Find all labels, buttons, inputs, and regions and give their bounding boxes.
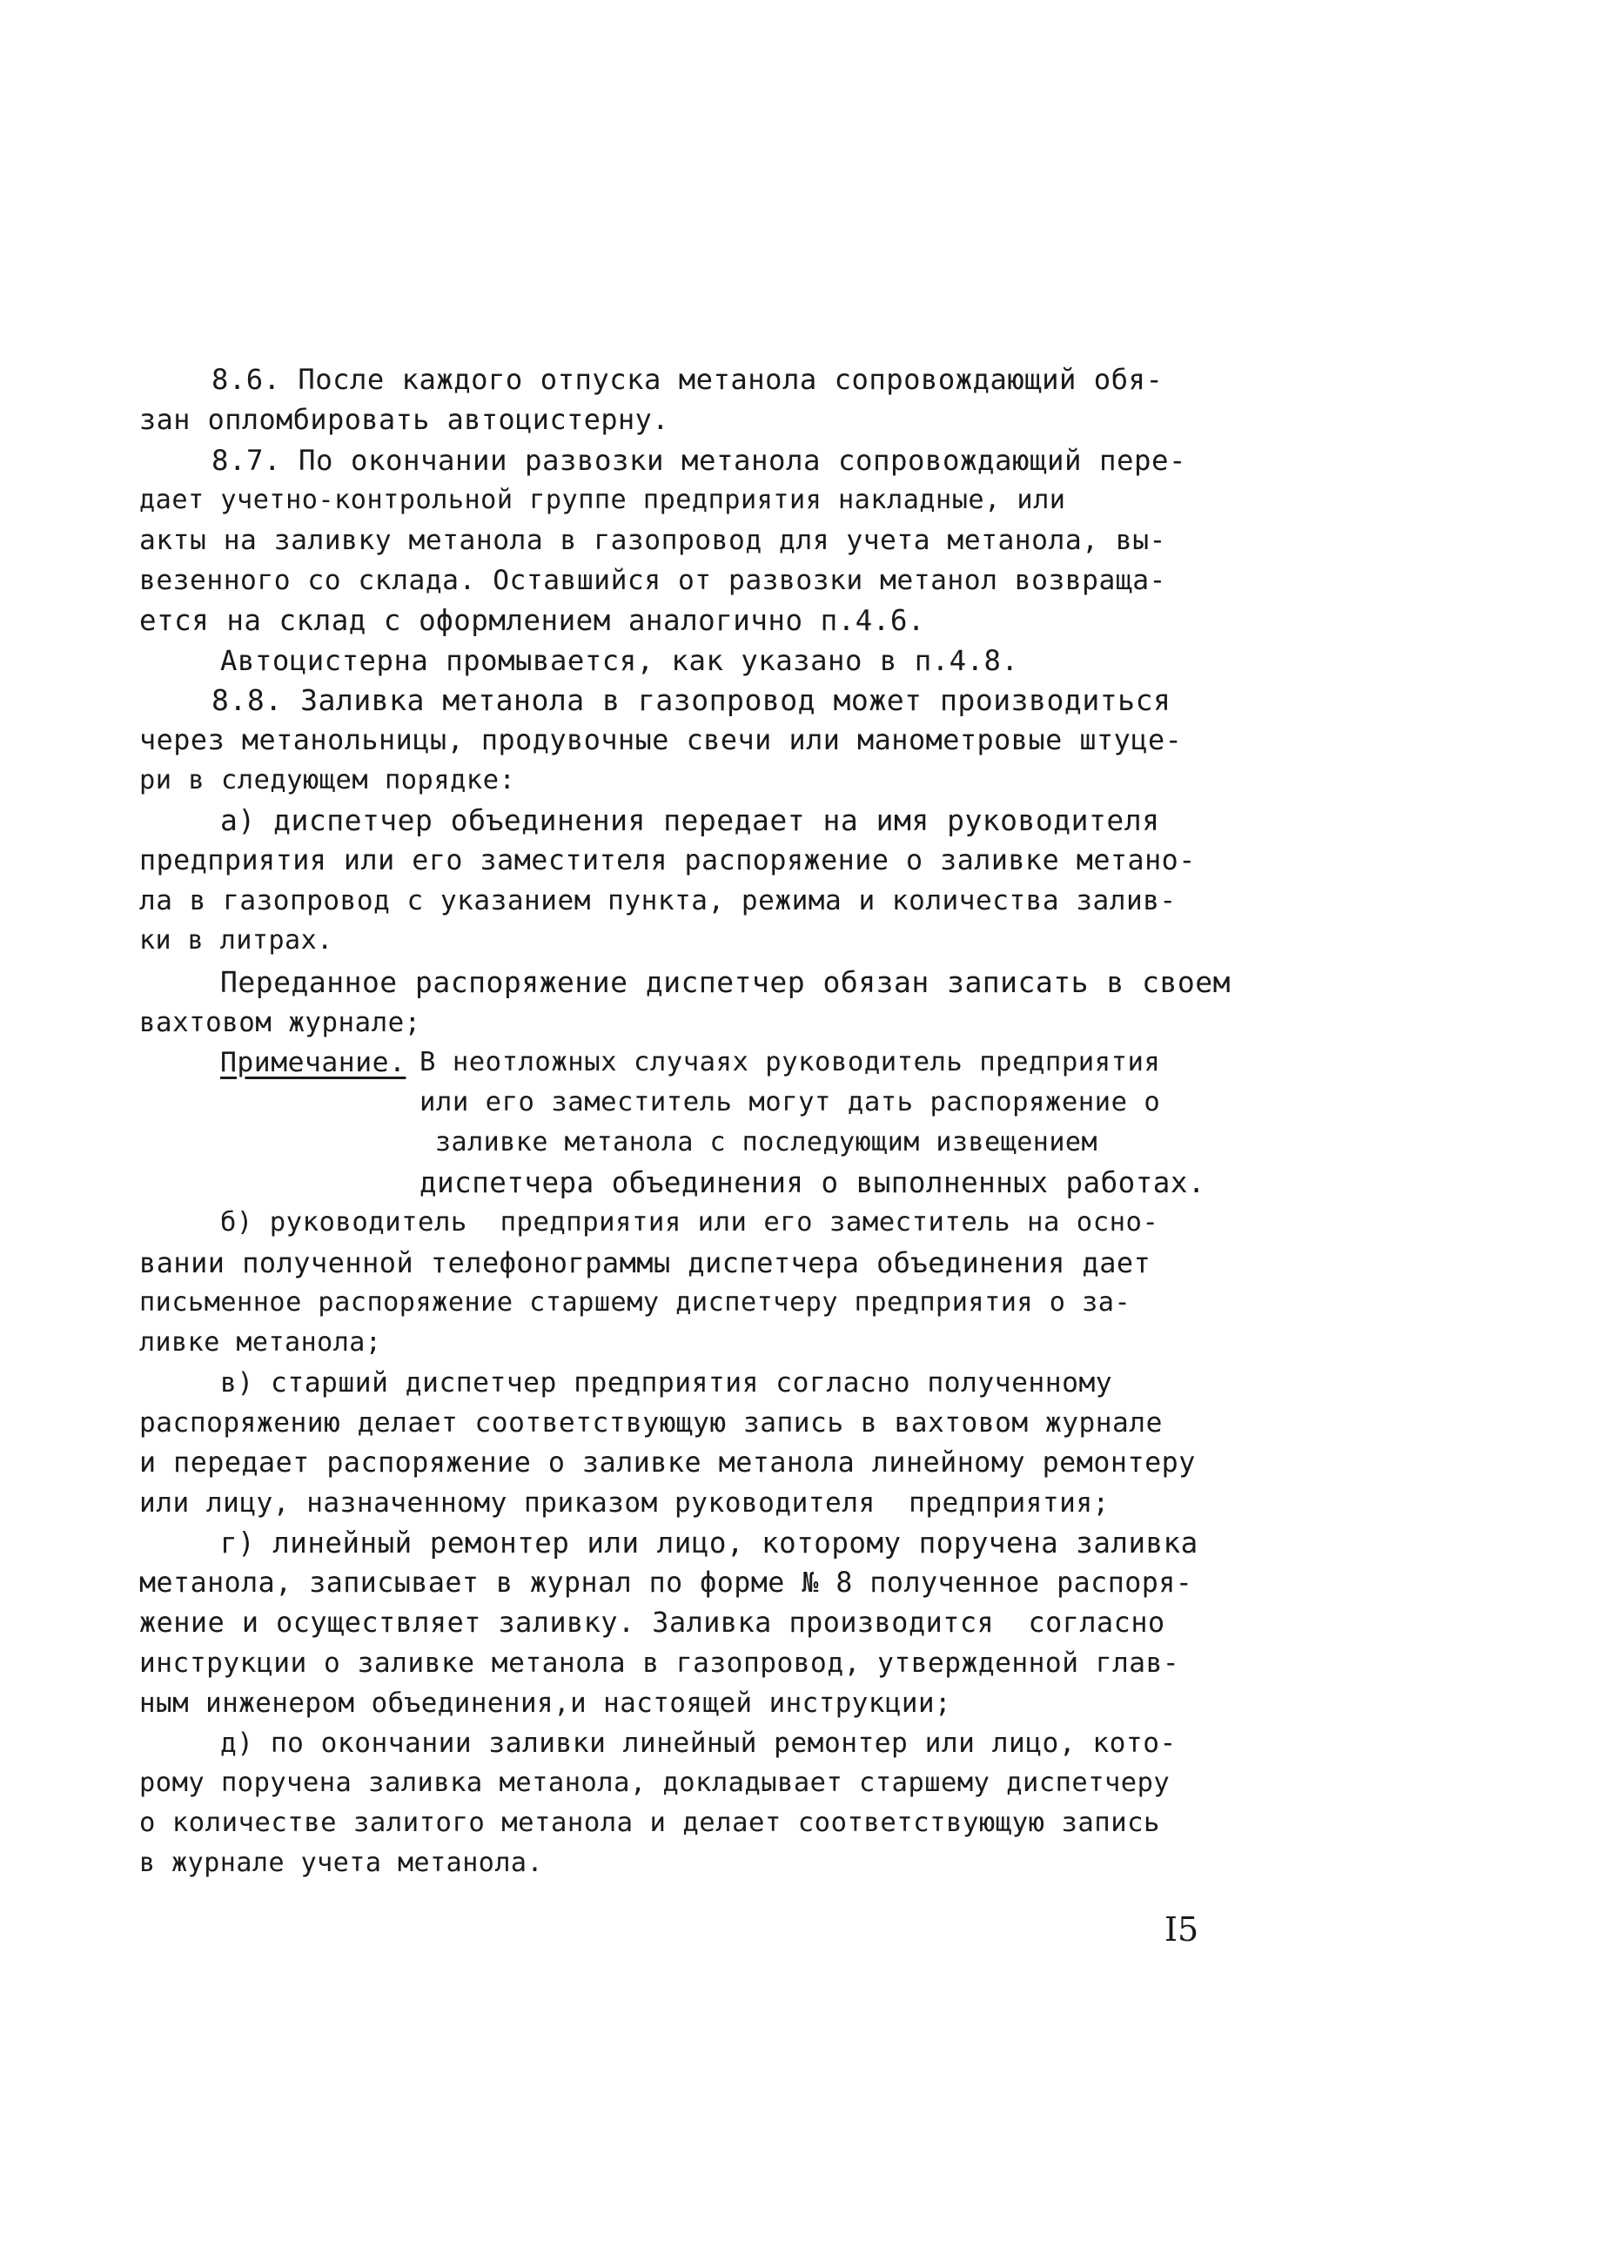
text-line: распоряжению делает соответствующую запись в вахтовом журнале <box>139 1407 1163 1439</box>
text-line: и передает распоряжение о заливке метанола линейному ремонтеру <box>139 1447 1196 1479</box>
note-text-line: заливке метанола с последующим извещением <box>435 1127 1098 1157</box>
text-line: 8.7. По окончании развозки метанола сопровождающий пере- <box>211 444 1187 477</box>
text-line: о количестве залитого метанола и делает соответствующую запись <box>139 1808 1160 1838</box>
text-line: или лицу, назначенному приказом руководителя предприятия; <box>139 1487 1110 1519</box>
text-line: зан опломбировать автоцистерну. <box>139 404 669 436</box>
text-line: 8.8. Заливка метанола в газопровод может производиться <box>211 683 1171 717</box>
text-line: б) руководитель предприятия или его заместитель на осно- <box>220 1207 1159 1238</box>
page-number: I5 <box>1164 1910 1199 1949</box>
text-line: д) по окончании заливки линейный ремонтер или лицо, кото- <box>220 1728 1177 1759</box>
text-line: метанола, записывает в журнал по форме № 8 полученное распоря- <box>139 1567 1193 1599</box>
text-line: Переданное распоряжение диспетчер обязан записать в своем <box>220 965 1231 999</box>
text-line: ла в газопровод с указанием пункта, режима и количества залив- <box>139 885 1177 916</box>
text-line: ри в следующем порядке: <box>139 765 516 795</box>
text-line: везенного со склада. Оставшийся от развозки метанол возвраща- <box>139 565 1166 596</box>
text-line: Автоцистерна промывается, как указано в п.4.8. <box>220 644 1019 677</box>
note-label: Примечание. <box>220 1047 406 1078</box>
text-line: предприятия или его заместителя распоряжение о заливке метано- <box>139 845 1196 876</box>
text-line: ки в литрах. <box>139 925 333 956</box>
note-text-line: или его заместитель могут дать распоряжение о <box>419 1087 1161 1117</box>
text-line: ется на склад с оформлением аналогично п.4.6. <box>139 604 925 637</box>
note-text-line: диспетчера объединения о выполненных работах. <box>419 1166 1205 1199</box>
text-line: инструкции о заливке метанола в газопровод, утвержденной глав- <box>139 1647 1180 1679</box>
text-line: через метанольницы, продувочные свечи или манометровые штуце- <box>139 724 1183 756</box>
text-line: вании полученной телефонограммы диспетчера объединения дает <box>139 1246 1151 1279</box>
text-line: вахтовом журнале; <box>139 1007 421 1038</box>
text-line: акты на заливку метанола в газопровод для учета метанола, вы- <box>139 525 1166 556</box>
text-line: письменное распоряжение старшему диспетчеру предприятия о за- <box>139 1287 1131 1318</box>
text-line: жение и осуществляет заливку. Заливка производится согласно <box>139 1607 1165 1639</box>
text-line: ливке метанола; <box>139 1327 382 1358</box>
text-line: г) линейный ремонтер или лицо, которому поручена заливка <box>220 1527 1198 1560</box>
text-line: в) старший диспетчер предприятия согласно полученному <box>220 1367 1113 1399</box>
note-text-line: В неотложных случаях руководитель предприятия <box>419 1047 1161 1077</box>
text-line: в журнале учета метанола. <box>139 1848 544 1878</box>
text-line: рому поручена заливка метанола, докладывает старшему диспетчеру <box>139 1768 1171 1798</box>
text-line: а) диспетчер объединения передает на имя руководителя <box>220 803 1160 837</box>
text-line: ным инженером объединения,и настоящей инструкции; <box>139 1688 952 1719</box>
text-line: дает учетно-контрольной группе предприятия накладные, или <box>139 485 1066 515</box>
text-line: 8.6. После каждого отпуска метанола сопровождающий обя- <box>211 363 1164 396</box>
